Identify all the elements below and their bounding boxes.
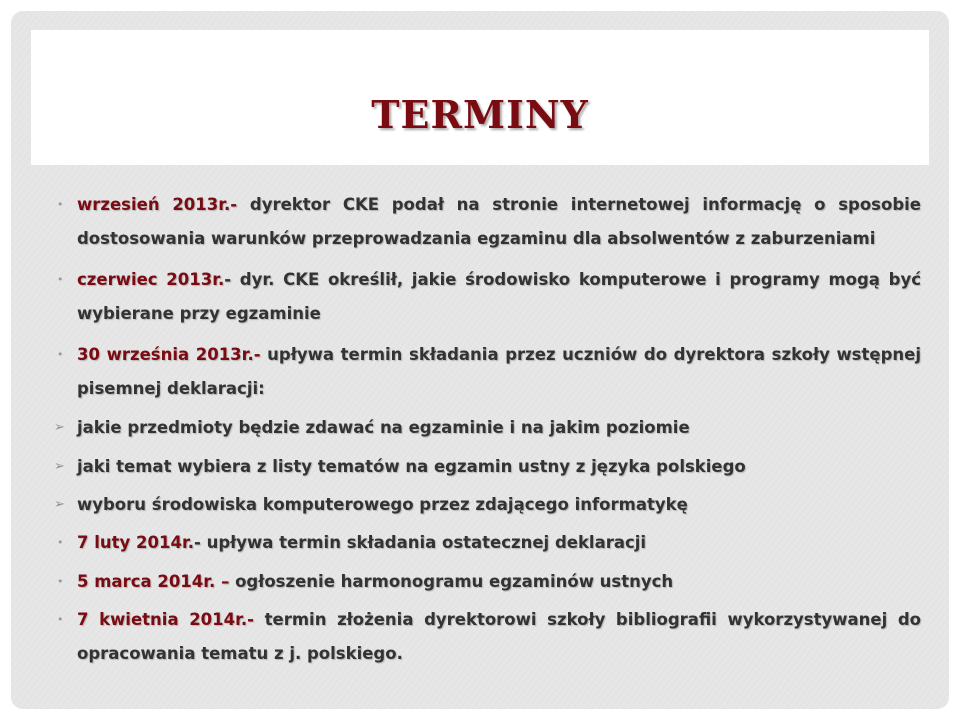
slide [11,11,949,709]
item-text: ogłoszenie harmonogramu egzaminów ustnych [229,572,674,591]
item-text: - dyr. CKE określił, jakie środowisko komputerowe i programy mogą być wybierane przy egzaminie [77,270,921,323]
date-label: 30 września 2013r.- [77,345,261,364]
item-text: - upływa termin składania ostatecznej deklaracji [194,533,647,552]
list-item [54,188,921,256]
slide-title: TERMINY [371,92,589,137]
item-text: jakie przedmioty będzie zdawać na egzaminie i na jakim poziomie [77,418,690,437]
date-label: czerwiec 2013r. [77,270,225,289]
bullet-icon: • [57,273,64,286]
arrow-bullet-icon: ➢ [54,420,65,435]
item-text: dyrektor CKE podał na stronie internetowej informację o sposobie dostosowania warunków przeprowadzania egzaminu dla absolwentów z zaburzeniami [77,195,921,248]
item-text: termin złożenia dyrektorowi szkoły bibliografii wykorzystywanej do opracowania tematu z j. polskiego. [77,610,922,663]
bullet-icon: • [57,575,64,588]
item-text: wyboru środowiska komputerowego przez zdającego informatykę [77,495,688,514]
bullet-icon: • [57,198,64,211]
sub-list-item [54,488,921,522]
sub-list-item [54,450,921,484]
date-label: 7 kwietnia 2014r.- [77,610,255,629]
date-label: 5 marca 2014r. – [77,572,230,591]
date-label: 7 luty 2014r. [77,533,194,552]
list-item [54,565,921,599]
list-item [54,603,921,671]
bullet-list [11,11,949,709]
sub-list-item [54,411,921,445]
bullet-icon: • [57,348,64,361]
arrow-bullet-icon: ➢ [54,497,65,512]
bullet-icon: • [57,536,64,549]
list-item [54,338,921,406]
item-text: upływa termin składania przez uczniów do dyrektora szkoły wstępnej pisemnej deklaracji: [77,345,921,398]
date-label: wrzesień 2013r.- [77,195,238,214]
list-item [54,526,921,560]
item-text: jaki temat wybiera z listy tematów na egzamin ustny z języka polskiego [77,457,746,476]
bullet-icon: • [57,613,64,626]
list-item [54,263,921,331]
arrow-bullet-icon: ➢ [54,459,65,474]
